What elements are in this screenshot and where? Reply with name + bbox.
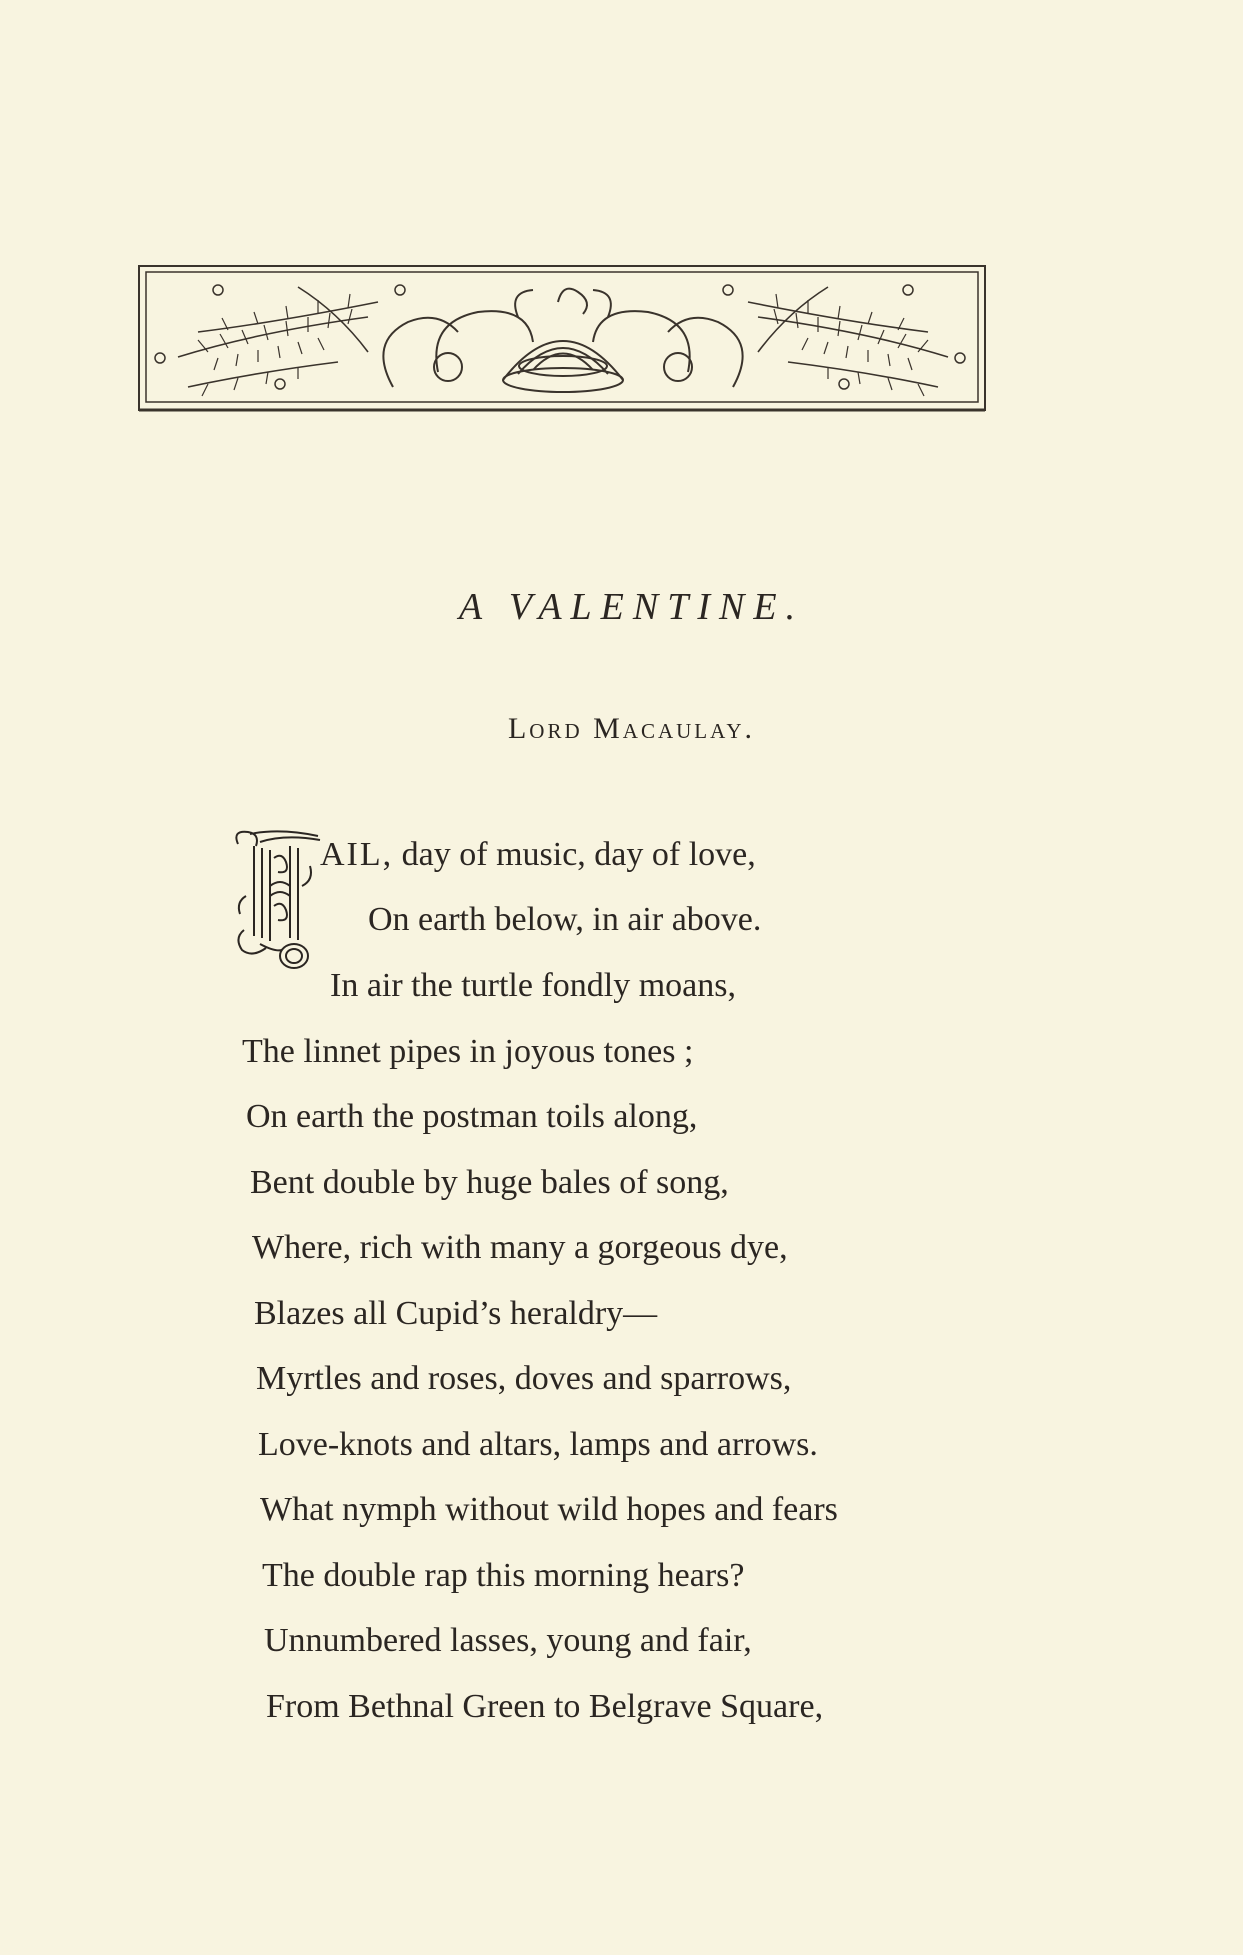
poem-author: Lord Macaulay. [507, 712, 756, 745]
poem-line-7: Where, rich with many a gorgeous dye, [252, 1229, 788, 1266]
first-line-text: day of music, day of love, [393, 836, 756, 873]
poem-line-2: On earth below, in air above. [368, 901, 762, 938]
poem-line-4: The linnet pipes in joyous tones ; [242, 1033, 694, 1070]
first-line-caps: AIL, [320, 836, 394, 873]
poem-line-10: Love-knots and altars, lamps and arrows. [258, 1426, 818, 1463]
ornamental-headpiece [138, 262, 988, 414]
poem-line-5: On earth the postman toils along, [246, 1098, 698, 1135]
poem-title: A VALENTINE. [458, 586, 805, 628]
poem-line-13: Unnumbered lasses, young and fair, [264, 1622, 752, 1659]
poem-line-12: The double rap this morning hears? [262, 1557, 745, 1594]
poem-line-11: What nymph without wild hopes and fears [260, 1491, 838, 1528]
poem-line-9: Myrtles and roses, doves and sparrows, [256, 1360, 792, 1397]
poem-line-1 [320, 838, 756, 872]
poem-line-14: From Bethnal Green to Belgrave Square, [266, 1688, 824, 1725]
poem-line-8: Blazes all Cupid’s heraldry— [254, 1295, 658, 1332]
poem-line-6: Bent double by huge bales of song, [250, 1164, 729, 1201]
poem-line-3: In air the turtle fondly moans, [330, 967, 737, 1004]
drop-cap-initial [230, 826, 330, 976]
